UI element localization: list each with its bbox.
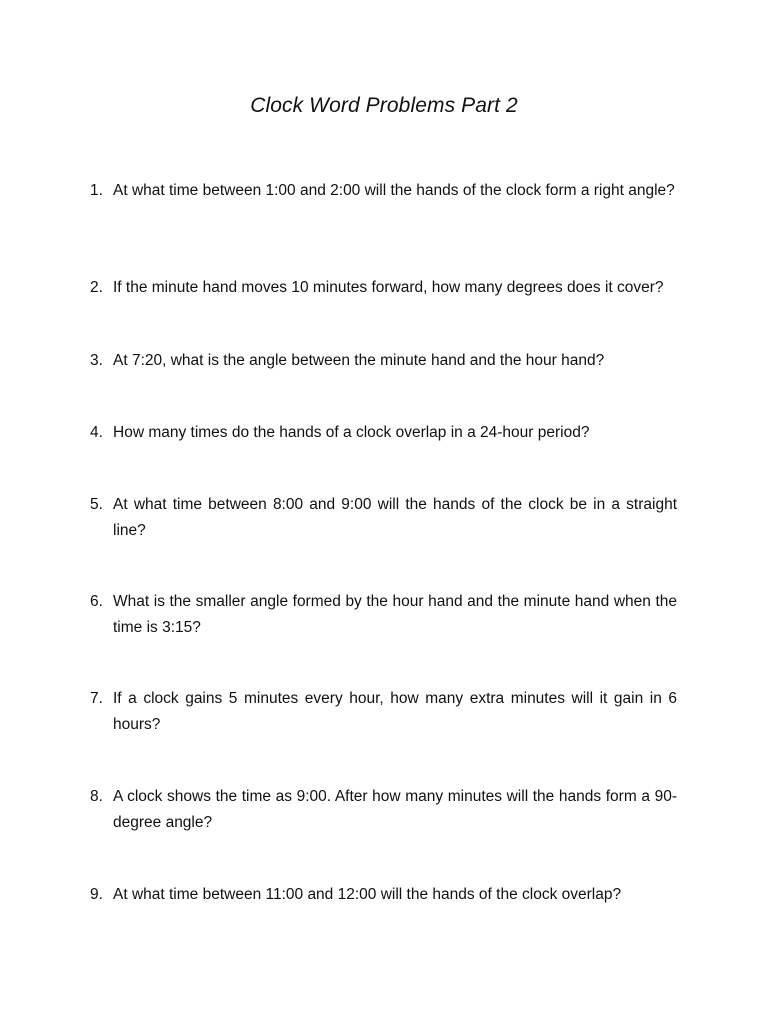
question-number: 8.: [90, 788, 103, 805]
question-text: A clock shows the time as 9:00. After how many minutes will the hands form a 90-degree angle?: [113, 788, 677, 831]
question-number: 9.: [90, 886, 103, 903]
question-item-7: [90, 686, 677, 738]
question-item-4: [90, 420, 677, 446]
question-text: At what time between 1:00 and 2:00 will the hands of the clock form a right angle?: [113, 182, 675, 199]
question-text: At 7:20, what is the angle between the minute hand and the hour hand?: [113, 352, 605, 369]
question-number: 3.: [90, 352, 103, 369]
question-text: If a clock gains 5 minutes every hour, how many extra minutes will it gain in 6 hours?: [113, 690, 677, 733]
question-number: 5.: [90, 496, 103, 513]
question-item-5: [90, 492, 677, 544]
question-item-2: [90, 275, 677, 301]
question-number: 1.: [90, 182, 103, 199]
question-item-9: [90, 882, 677, 908]
question-text: What is the smaller angle formed by the hour hand and the minute hand when the time is 3:15?: [113, 593, 677, 636]
question-item-1: [90, 178, 677, 204]
question-text: At what time between 11:00 and 12:00 will the hands of the clock overlap?: [113, 886, 622, 903]
question-number: 2.: [90, 279, 103, 296]
question-number: 4.: [90, 424, 103, 441]
question-item-8: [90, 784, 677, 836]
question-item-3: [90, 348, 677, 374]
question-item-6: [90, 589, 677, 641]
question-text: How many times do the hands of a clock overlap in a 24-hour period?: [113, 424, 590, 441]
question-number: 6.: [90, 593, 103, 610]
question-text: At what time between 8:00 and 9:00 will the hands of the clock be in a straight line?: [113, 496, 677, 539]
question-text: If the minute hand moves 10 minutes forward, how many degrees does it cover?: [113, 279, 664, 296]
question-number: 7.: [90, 690, 103, 707]
page-title: Clock Word Problems Part 2: [250, 94, 518, 117]
